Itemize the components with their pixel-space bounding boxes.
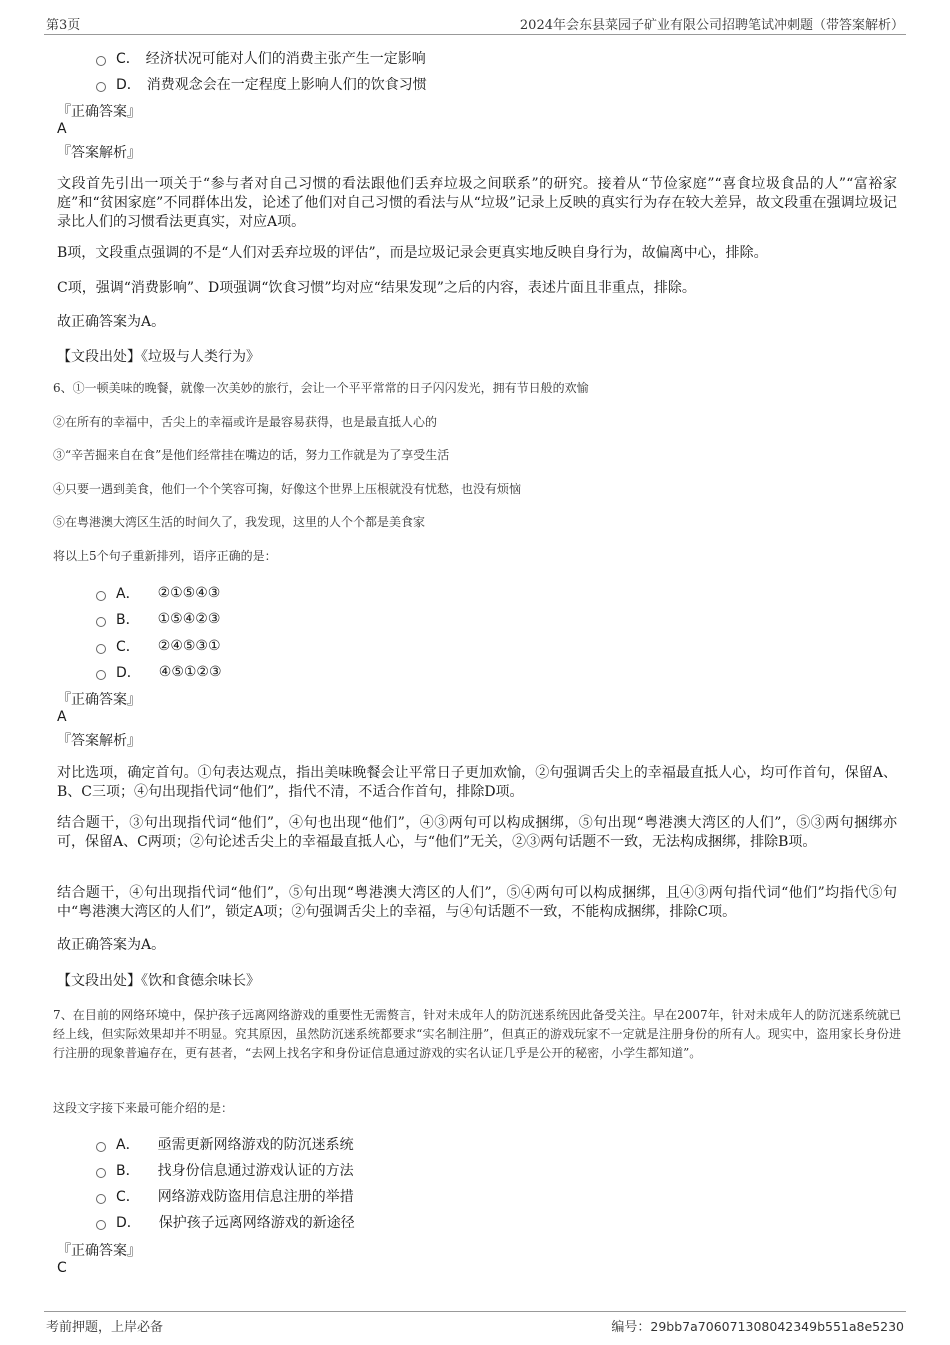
footer-code-label: 编号： [611,1320,651,1335]
q5-source: 【文段出处】《垃圾与人类行为》 [57,349,260,365]
option-text: 找身份信息通过游戏认证的方法 [157,1163,354,1179]
q6-answer-label: 『正确答案』 [57,692,141,708]
q6-option-b[interactable] [96,609,220,629]
q6-option-a[interactable] [96,583,220,603]
option-letter: A． [116,1137,140,1153]
q7-option-b[interactable] [96,1160,354,1180]
q7-option-d[interactable] [96,1212,355,1232]
option-letter: A． [116,586,140,602]
q7-option-c[interactable] [96,1186,354,1206]
option-letter: D． [116,665,141,681]
radio-icon[interactable] [96,591,106,601]
q7-answer-label: 『正确答案』 [57,1243,141,1259]
q5-analysis-paragraph: 故正确答案为A。 [57,314,166,330]
q5-answer-label: 『正确答案』 [57,104,141,120]
q6-analysis-paragraph: 故正确答案为A。 [57,937,166,953]
footer-code-value: 29bb7a706071308042349b551a8e5230 [650,1319,904,1334]
option-letter: D． [116,1215,141,1231]
option-text: 经济状况可能对人们的消费主张产生一定影响 [145,51,426,67]
q5-answer: A [57,121,67,137]
radio-icon[interactable] [96,670,106,680]
radio-icon[interactable] [96,1168,106,1178]
q6-stem-line: ③“辛苦掘来自在食”是他们经常挂在嘴边的话，努力工作就是为了享受生活 [53,448,450,462]
document-title: 2024年会东县菜园子矿业有限公司招聘笔试冲刺题（带答案解析） [519,18,904,33]
q6-stem-line: ②在所有的幸福中，舌尖上的幸福或许是最容易获得，也是最直抵人心的 [53,415,438,429]
option-letter: C． [116,639,140,655]
radio-icon[interactable] [96,82,106,92]
q7-question: 这段文字接下来最可能介绍的是： [53,1101,234,1115]
radio-icon[interactable] [96,1194,106,1204]
option-letter: D． [116,77,141,93]
q5-option-c[interactable] [96,48,426,68]
q5-analysis-paragraph: C项，强调“消费影响”、D项强调“饮食习惯”均对应“结果发现”之后的内容，表述片面且非重点，排除。 [57,280,696,296]
q6-option-d[interactable] [96,662,222,682]
q5-analysis-paragraph: 文段首先引出一项关于“参与者对自己习惯的看法跟他们丢弃垃圾之间联系”的研究。接着从“节俭家庭”“喜食垃圾食品的人”“富裕家庭”和“贫困家庭”不同群体出发，论述了他们对自己习惯的看法与从“垃圾”记录上反映的真实行为存在较大差异，故文段重在强调垃圾记录比人们的习惯看法更真实，对应A项。 [57,176,897,230]
option-letter: C． [116,1189,140,1205]
q6-source: 【文段出处】《饮和食德余味长》 [57,973,260,989]
page-header [44,12,906,35]
radio-icon[interactable] [96,644,106,654]
q6-option-c[interactable] [96,636,221,656]
radio-icon[interactable] [96,617,106,627]
option-text: ④⑤①②③ [158,664,222,680]
q7-answer: C [57,1260,67,1276]
option-text: ②①⑤④③ [157,585,221,601]
footer-code [611,1316,904,1335]
page-number: 第3页 [46,18,81,33]
option-text: 保护孩子远离网络游戏的新途径 [158,1215,355,1231]
option-text: ②④⑤③① [157,638,221,654]
q5-option-d[interactable] [96,74,427,94]
q5-analysis-paragraph: B项，文段重点强调的不是“人们对丢弃垃圾的评估”，而是垃圾记录会更真实地反映自身行为，故偏离中心，排除。 [57,245,768,261]
q6-question: 将以上5个句子重新排列，语序正确的是： [53,549,277,563]
q6-stem-line: 6、①一顿美味的晚餐，就像一次美妙的旅行，会让一个平平常常的日子闪闪发光，拥有节日般的欢愉 [53,381,589,395]
q6-answer: A [57,709,67,725]
option-text: 消费观念会在一定程度上影响人们的饮食习惯 [146,77,427,93]
option-text: 网络游戏防盗用信息注册的举措 [157,1189,354,1205]
q6-analysis-label: 『答案解析』 [57,733,141,749]
radio-icon[interactable] [96,1142,106,1152]
q5-analysis-label: 『答案解析』 [57,145,141,161]
radio-icon[interactable] [96,56,106,66]
option-text: 亟需更新网络游戏的防沉迷系统 [157,1137,354,1153]
option-text: ①⑤④②③ [157,611,221,627]
q6-stem-line: ④只要一遇到美食，他们一个个笑容可掬，好像这个世界上压根就没有忧愁，也没有烦恼 [53,482,522,496]
radio-icon[interactable] [96,1220,106,1230]
option-letter: C． [116,51,140,67]
q6-stem-line: ⑤在粤港澳大湾区生活的时间久了，我发现，这里的人个个都是美食家 [53,515,426,529]
q6-analysis-paragraph: 对比选项，确定首句。①句表达观点，指出美味晚餐会让平常日子更加欢愉，②句强调舌尖上的幸福最直抵人心，均可作首句，保留A、B、C三项；④句出现指代词“他们”，指代不清，不适合作首句，排除D项。 [57,765,897,800]
q6-analysis-paragraph: 结合题干，④句出现指代词“他们”，⑤句出现“粤港澳大湾区的人们”，⑤④两句可以构成捆绑，且④③两句指代词“他们”均指代⑤句中“粤港澳大湾区的人们”，锁定A项；②句强调舌尖上的幸福，与④句话题不一致，不能构成捆绑，排除C项。 [57,885,897,920]
option-letter: B． [116,612,140,628]
q7-stem: 7、在目前的网络环境中，保护孩子远离网络游戏的重要性无需赘言，针对未成年人的防沉迷系统因此备受关注。早在2007年，针对未成年人的防沉迷系统就已经上线，但实际效果却并不明显。究其原因，虽然防沉迷系统都要求“实名制注册”，但真正的游戏玩家不一定就是注册身份的所有人。现实中，盗用家长身份进行注册的现象普遍存在，更有甚者，“去网上找名字和身份证信息通过游戏的实名认证几乎是公开的秘密，小学生都知道”。 [53,1008,901,1060]
q7-option-a[interactable] [96,1134,354,1154]
option-letter: B． [116,1163,140,1179]
footer-motto: 考前押题，上岸必备 [46,1320,164,1335]
q6-analysis-paragraph: 结合题干，③句出现指代词“他们”，④句也出现“他们”，④③两句可以构成捆绑，⑤句出现“粤港澳大湾区的人们”，⑤③两句捆绑亦可，保留A、C两项；②句论述舌尖上的幸福最直抵人心，与“他们”无关，②③两句话题不一致，无法构成捆绑，排除B项。 [57,815,897,850]
page-footer [44,1311,906,1336]
